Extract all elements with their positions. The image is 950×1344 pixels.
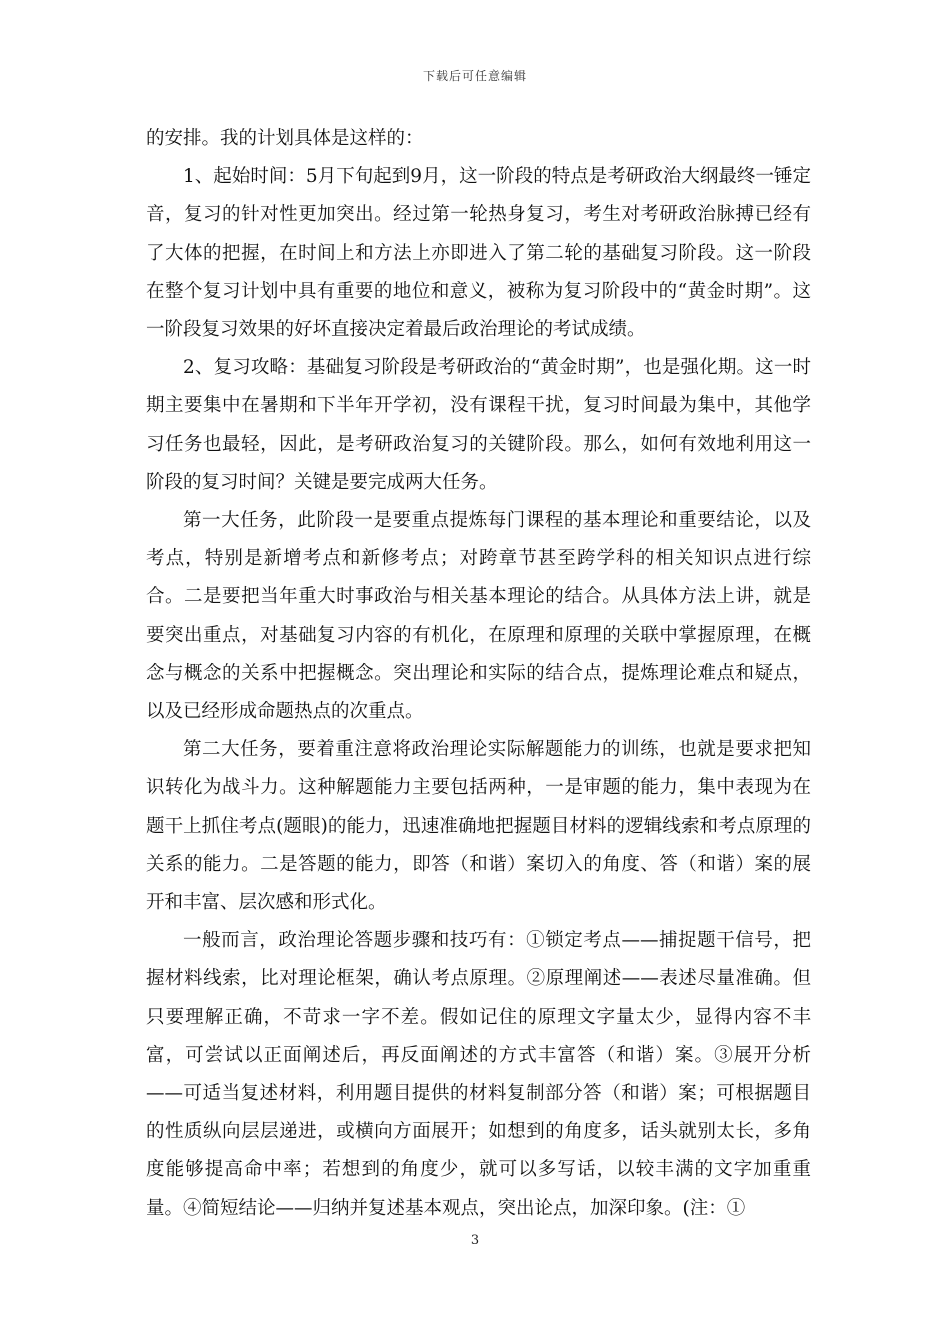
document-body (146, 120, 811, 1228)
paragraph-first-task: 第一大任务，此阶段一是要重点提炼每门课程的基本理论和重要结论，以及考点，特别是新增考点和新修考点；对跨章节甚至跨学科的相关知识点进行综合。二是要把当年重大时事政治与相关基本理论的结合。从具体方法上讲，就是要突出重点，对基础复习内容的有机化，在原理和原理的关联中掌握原理，在概念与概念的关系中把握概念。突出理论和实际的结合点，提炼理论难点和疑点，以及已经形成命题热点的次重点。 (146, 510, 811, 723)
page-header: 下载后可任意编辑 (422, 69, 527, 83)
paragraph-review-strategy: 2、复习攻略：基础复习阶段是考研政治的“黄金时期”，也是强化期。这一时期主要集中在暑期和下半年开学初，没有课程干扰，复习时间最为集中，其他学习任务也最轻，因此，是考研政治复习的关键阶段。那么，如何有效地利用这一阶段的复习时间？关键是要完成两大任务。 (146, 357, 811, 493)
paragraph-continuation: 的安排。我的计划具体是这样的： (146, 128, 424, 149)
page-number: 3 (470, 1233, 480, 1248)
paragraph-answer-steps: 一般而言，政治理论答题步骤和技巧有：①锁定考点——捕捉题干信号，把握材料线索，比对理论框架，确认考点原理。②原理阐述——表述尽量准确。但只要理解正确，不苛求一字不差。假如记住的原理文字量太少，显得内容不丰富，可尝试以正面阐述后，再反面阐述的方式丰富答（和谐）案。③展开分析——可适当复述材料，利用题目提供的材料复制部分答（和谐）案；可根据题目的性质纵向层层递进，或横向方面展开；如想到的角度多，话头就别太长，多角度能够提高命中率；若想到的角度少，就可以多写话，以较丰满的文字加重重量。④简短结论——归纳并复述基本观点，突出论点，加深印象。(注：① (146, 930, 811, 1219)
paragraph-start-time: 1、起始时间：5月下旬起到9月，这一阶段的特点是考研政治大纲最终一锤定音，复习的针对性更加突出。经过第一轮热身复习，考生对考研政治脉搏已经有了大体的把握，在时间上和方法上亦即进入了第二轮的基础复习阶段。这一阶段在整个复习计划中具有重要的地位和意义，被称为复习阶段中的“黄金时期”。这一阶段复习效果的好坏直接决定着最后政治理论的考试成绩。 (146, 166, 811, 341)
paragraph-second-task: 第二大任务，要着重注意将政治理论实际解题能力的训练，也就是要求把知识转化为战斗力。这种解题能力主要包括两种，一是审题的能力，集中表现为在题干上抓住考点(题眼)的能力，迅速准确地把握题目材料的逻辑线索和考点原理的关系的能力。二是答题的能力，即答（和谐）案切入的角度、答（和谐）案的展开和丰富、层次感和形式化。 (146, 739, 811, 914)
